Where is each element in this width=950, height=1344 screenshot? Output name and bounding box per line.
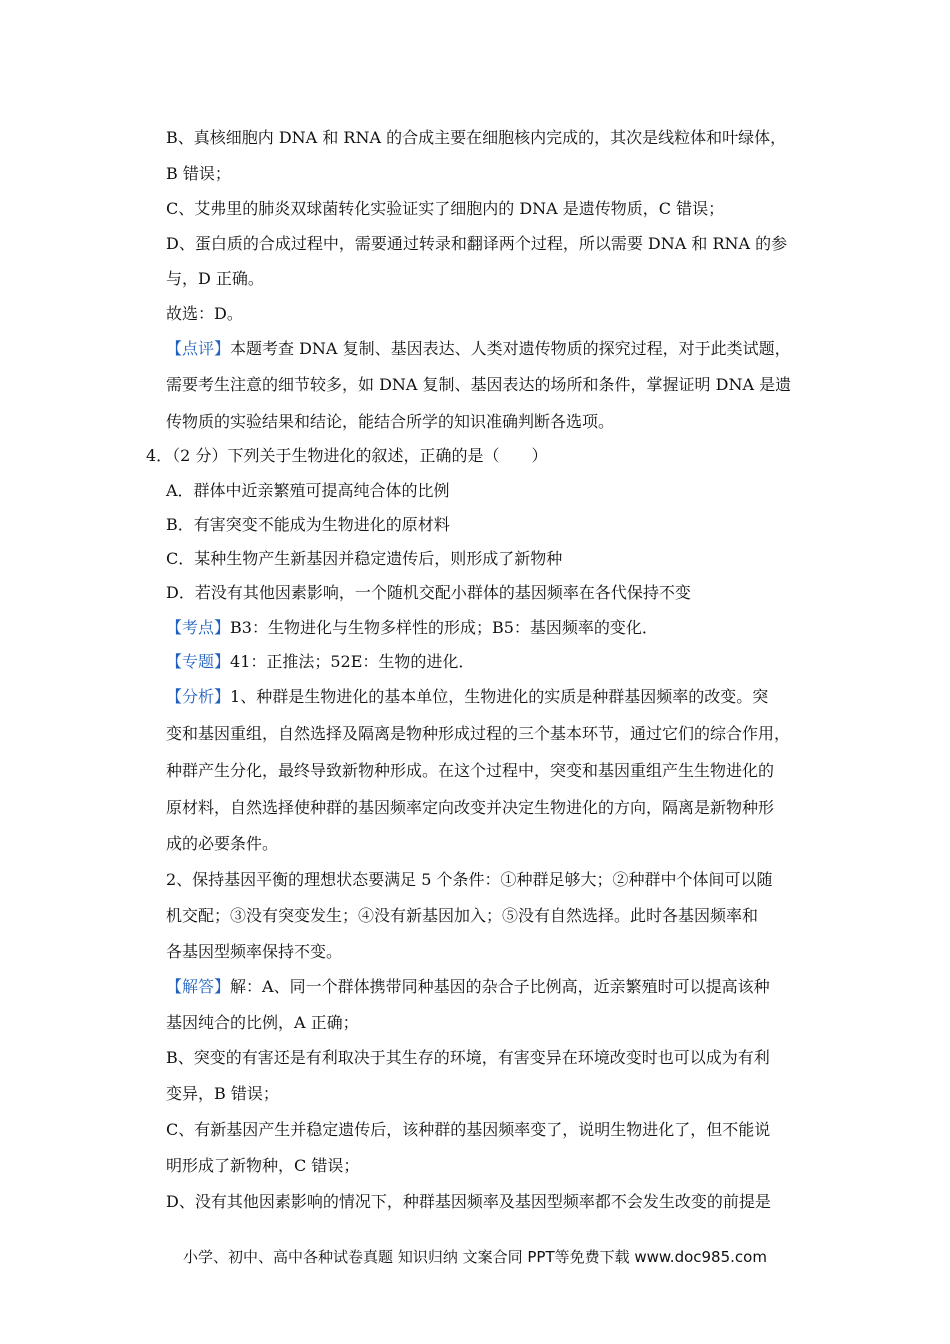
review-tag: 【点评】 — [166, 339, 231, 358]
q4-option-d: D．若没有其他因素影响，一个随机交配小群体的基因频率在各代保持不变 — [166, 583, 691, 602]
q4-option-c: C．某种生物产生新基因并稳定遗传后，则形成了新物种 — [166, 549, 563, 568]
page-footer: 小学、初中、高中各种试卷真题 知识归纳 文案合同 PPT等免费下载 www.doc985.com — [183, 1248, 767, 1266]
q3-option-d-explain-line2: 与，D 正确。 — [166, 269, 264, 288]
q4-fenxi-line5: 成的必要条件。 — [166, 834, 279, 853]
q4-option-d-explain-line1: D、没有其他因素影响的情况下，种群基因频率及基因型频率都不会发生改变的前提是 — [166, 1192, 771, 1211]
q4-fenxi2-line2: 机交配；③没有突变发生；④没有新基因加入；⑤没有自然选择。此时各基因频率和 — [166, 906, 759, 925]
fenxi-tag: 【分析】 — [166, 687, 231, 706]
q4-kaodian: 【考点】B3：生物进化与生物多样性的形成；B5：基因频率的变化． — [166, 618, 658, 637]
q3-option-b-explain-line2: B 错误； — [166, 164, 231, 183]
q4-fenxi-line2: 变和基因重组，自然选择及隔离是物种形成过程的三个基本环节，通过它们的综合作用， — [166, 724, 791, 743]
q4-option-c-explain-line1: C、有新基因产生并稳定遗传后，该种群的基因频率变了，说明生物进化了，但不能说 — [166, 1120, 771, 1139]
q3-answer-choice: 故选：D。 — [166, 304, 243, 323]
q3-review-line3: 传物质的实验结果和结论，能结合所学的知识准确判断各选项。 — [166, 412, 615, 431]
q4-option-b-explain-line1: B、突变的有害还是有利取决于其生存的环境，有害变异在环境改变时也可以成为有利 — [166, 1048, 770, 1067]
q4-fenxi2-line1: 2、保持基因平衡的理想状态要满足 5 个条件：①种群足够大；②种群中个体间可以随 — [166, 870, 773, 889]
q4-fenxi-line1: 【分析】1、种群是生物进化的基本单位，生物进化的实质是种群基因频率的改变。突 — [166, 687, 769, 706]
q4-stem: 4．（2 分）下列关于生物进化的叙述，正确的是（ ） — [146, 446, 548, 465]
q4-jieda-line1: 【解答】解：A、同一个群体携带同种基因的杂合子比例高，近亲繁殖时可以提高该种 — [166, 977, 770, 996]
q3-review-line2: 需要考生注意的细节较多，如 DNA 复制、基因表达的场所和条件，掌握证明 DNA 是遗 — [166, 375, 792, 394]
q4-option-c-explain-line2: 明形成了新物种，C 错误； — [166, 1156, 360, 1175]
q4-option-b: B．有害突变不能成为生物进化的原材料 — [166, 515, 450, 534]
q4-fenxi2-line3: 各基因型频率保持不变。 — [166, 942, 343, 961]
q3-option-b-explain-line1: B、真核细胞内 DNA 和 RNA 的合成主要在细胞核内完成的，其次是线粒体和叶绿体， — [166, 128, 787, 147]
q4-fenxi-line4: 原材料，自然选择使种群的基因频率定向改变并决定生物进化的方向，隔离是新物种形 — [166, 798, 775, 817]
q4-option-a: A．群体中近亲繁殖可提高纯合体的比例 — [166, 481, 450, 500]
q3-review-line1: 【点评】本题考查 DNA 复制、基因表达、人类对遗传物质的探究过程，对于此类试题， — [166, 339, 791, 358]
jieda-tag: 【解答】 — [166, 977, 231, 996]
zhuanti-tag: 【专题】 — [166, 652, 231, 671]
q4-fenxi-line3: 种群产生分化，最终导致新物种形成。在这个过程中，突变和基因重组产生生物进化的 — [166, 761, 775, 780]
q3-option-d-explain-line1: D、蛋白质的合成过程中，需要通过转录和翻译两个过程，所以需要 DNA 和 RNA 的参 — [166, 234, 788, 253]
q4-zhuanti: 【专题】41：正推法；52E：生物的进化． — [166, 652, 475, 671]
q4-option-b-explain-line2: 变异，B 错误； — [166, 1084, 279, 1103]
kaodian-tag: 【考点】 — [166, 618, 231, 637]
q3-option-c-explain: C、艾弗里的肺炎双球菌转化实验证实了细胞内的 DNA 是遗传物质，C 错误； — [166, 199, 725, 218]
q4-jieda-line2: 基因纯合的比例，A 正确； — [166, 1013, 359, 1032]
